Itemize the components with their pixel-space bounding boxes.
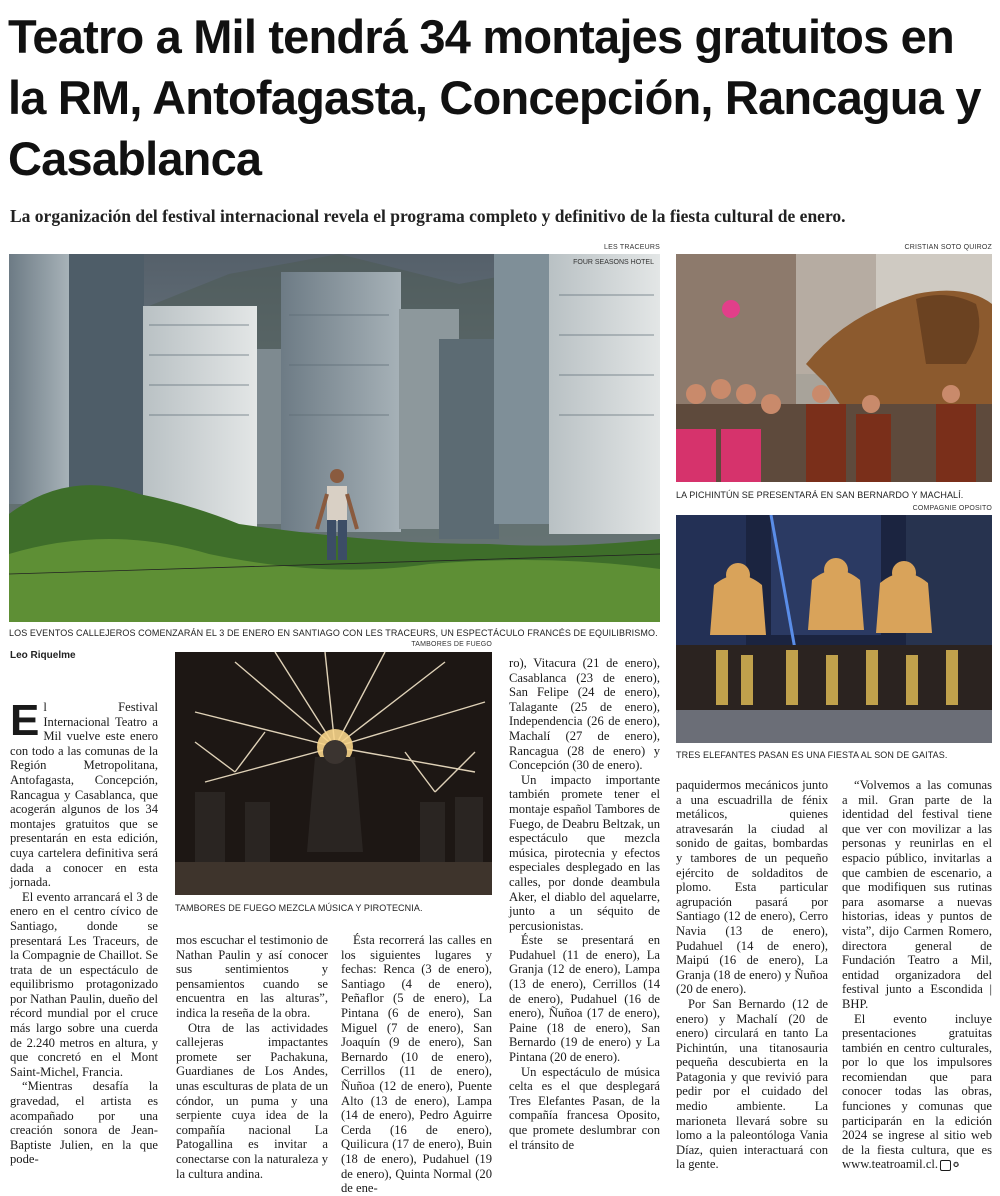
headline: Teatro a Mil tendrá 34 montajes gratuitos en la RM, Antofagasta, Concepción, Rancagua y Casablanca (8, 10, 981, 185)
photo-caption-elefantes: TRES ELEFANTES PASAN ES UNA FIESTA AL SON DE GAITAS. (676, 750, 948, 760)
photo-credit-main: LES TRACEURS (604, 244, 660, 251)
photo-tres-elefantes (676, 515, 992, 743)
paragraph: Un espectáculo de música celta es el que desplegará Tres Elefantes Pasan, de la compañía francesa Oposito, que promete deslumbrar con el tránsito de (509, 1064, 660, 1152)
paragraph: Por San Bernardo (12 de enero) y Machalí (20 de enero) circulará en tanto La Pichintún, una titanosauria pequeña descubierta en la Patagonia y que revivió para pedir por el cuidado del medio ambiente. La marioneta llevará sobre su lomo a la paleontóloga Vania Díaz, quien interactuará con la gente. (676, 996, 828, 1172)
photo-caption-elephant: LA PICHINTÚN SE PRESENTARÁ EN SAN BERNARDO Y MACHALÍ. (676, 490, 964, 500)
paragraph: Otra de las actividades callejeras impactantes promete ser Pachakuna, Guardianes de Los Andes, unas esculturas de plata de un cóndor, un puma y una serpiente cuya idea de la compañía nacional La Patogallina es invitar a conectarse con la naturaleza y la cultura andina. (176, 1020, 328, 1181)
paragraph: “Volvemos a las comunas a mil. Gran parte de la identidad del festival tiene que ver con movilizar a las personas y reunirlas en el espacio público, invitarlas a que cambien de escenario, a que modifiquen sus rutinas para asomarse a nuevas historias, ideas y puntos de vista”, dijo Carmen Romero, directora general de Fundación Teatro a Mil, entidad organizadora del festival junto a Escondida | BHP. (842, 778, 992, 1011)
paragraph-text: El evento incluye presentaciones gratuitas también en centro culturales, por lo que los impulsores recomiendan que para conocer todas las obras, funciones y comunas que participarán en la edición 2024 se ingrese al sitio web de la fiesta cultura, que es www.teatroamil.cl. (842, 1011, 992, 1172)
photo-credit-fuego: TAMBORES DE FUEGO (411, 641, 492, 648)
photo-tambores-de-fuego (175, 652, 492, 895)
paragraph: Éste se presentará en Pudahuel (11 de enero), La Granja (12 de enero), Lampa (13 de enero), Cerrillos (14 de enero), Pudahuel (16 de enero), Ñuñoa (17 de enero), Paine (18 de enero), San Bernardo (19 de enero) y La Pintana (20 de enero). (509, 933, 660, 1065)
paragraph (10, 696, 158, 890)
paragraph: mos escuchar el testimonio de Nathan Paulin y así conocer sus sentimientos y pensamientos cuando se encuentra en las alturas”, indica la reseña de la obra. (176, 933, 328, 1020)
subhead: La organización del festival internacional revela el programa completo y definitivo de la fiesta cultural de enero. (10, 206, 846, 226)
photo-la-pichintun (676, 254, 992, 482)
paragraph: ro), Vitacura (21 de enero), Casablanca (23 de enero), San Felipe (24 de enero), Talagante (25 de enero), Independencia (26 de enero), Machalí (27 de enero), Rancagua (28 de enero) y Concepción (30 de enero). (509, 656, 660, 773)
paragraph (842, 1012, 992, 1173)
hotel-sign: FOUR SEASONS HOTEL (573, 259, 654, 266)
body-column-6 (842, 778, 992, 1172)
paragraph-text: l Festival Internacional Teatro a Mil vuelve este enero con todo a las comunas de la Región Metropolitana, Antofagasta, Concepción, Rancagua y Casablanca, que acogerán algunos de los 34 montajes gratuitos que se presentarán en esta edición, cuya cartelera definitiva será dada a conocer en esta jornada. (10, 700, 158, 890)
photo-credit-elefantes: COMPAGNIE OPOSITO (912, 505, 992, 512)
photo-caption-main: LOS EVENTOS CALLEJEROS COMENZARÁN EL 3 DE ENERO EN SANTIAGO CON LES TRACEURS, UN ESPECTÁCULO FRANCÉS DE EQUILIBRISMO. (9, 628, 658, 638)
photo-les-traceurs (9, 254, 660, 622)
byline: Leo Riquelme (10, 650, 76, 661)
paragraph: Ésta recorrerá las calles en los siguientes lugares y fechas: Renca (3 de enero), Santiago (4 de enero), Peñaflor (5 de enero), La Pintana (6 de enero), San Miguel (7 de enero), San Joaquín (9 de enero), San Bernardo (10 de enero), Cerrillos (11 de enero), Ñuñoa (12 de enero), Puente Alto (13 de enero), Lampa (14 de enero), Pedro Aguirre Cerda (16 de enero), Quilicura (17 de enero), Buin (18 de enero), Pudahuel (19 de enero), Quinta Normal (20 de ene- (341, 933, 492, 1196)
photo-credit-elephant: CRISTIAN SOTO QUIROZ (904, 244, 992, 251)
dropcap: E (10, 696, 40, 745)
body-column-3 (341, 933, 492, 1196)
body-column-5 (676, 778, 828, 1172)
photo-caption-fuego: TAMBORES DE FUEGO MEZCLA MÚSICA Y PIROTECNIA. (175, 903, 423, 913)
paragraph: El evento arrancará el 3 de enero en el centro cívico de Santiago, donde se presentará Les Traceurs, de la Compagnie de Chaillot. Se trata de un espectáculo de equilibrismo protagonizado por Nathan Paulin, dueño del récord mundial por el cruce más largo sobre una cuerda de 2.240 metros en altura, y que concretó en el Mont Saint-Michel, Francia. (10, 889, 158, 1079)
paragraph: paquidermos mecánicos junto a una escuadrilla de fénix metálicos, quienes atravesarán la ciudad al sonido de gaitas, bombardas y tambores de un pequeño ejército de soldaditos de plomo. Esta particular agrupación pasará por Santiago (12 de enero), Cerro Navia (13 de enero), Pudahuel (14 de enero), Maipú (16 de enero), La Granja (18 de enero) y Ñuñoa (20 de enero). (676, 778, 828, 997)
paragraph: Un impacto importante también promete tener el montaje español Tambores de Fuego, de Deabru Beltzak, un espectáculo que mezcla música, pirotecnia y efectos especiales desplegado en las calles, por donde deambula Aker, el diablo del aquelarre, junto a un séquito de percusionistas. (509, 772, 660, 933)
body-column-4 (509, 656, 660, 1152)
paragraph: “Mientras desafía la gravedad, el artista es acompañado por una creación sonora de Jean-Baptiste Julien, en la que pode- (10, 1079, 158, 1167)
body-column-1 (10, 696, 158, 1167)
end-mark-icon: ✪ (940, 1160, 951, 1171)
body-column-2 (176, 933, 328, 1181)
